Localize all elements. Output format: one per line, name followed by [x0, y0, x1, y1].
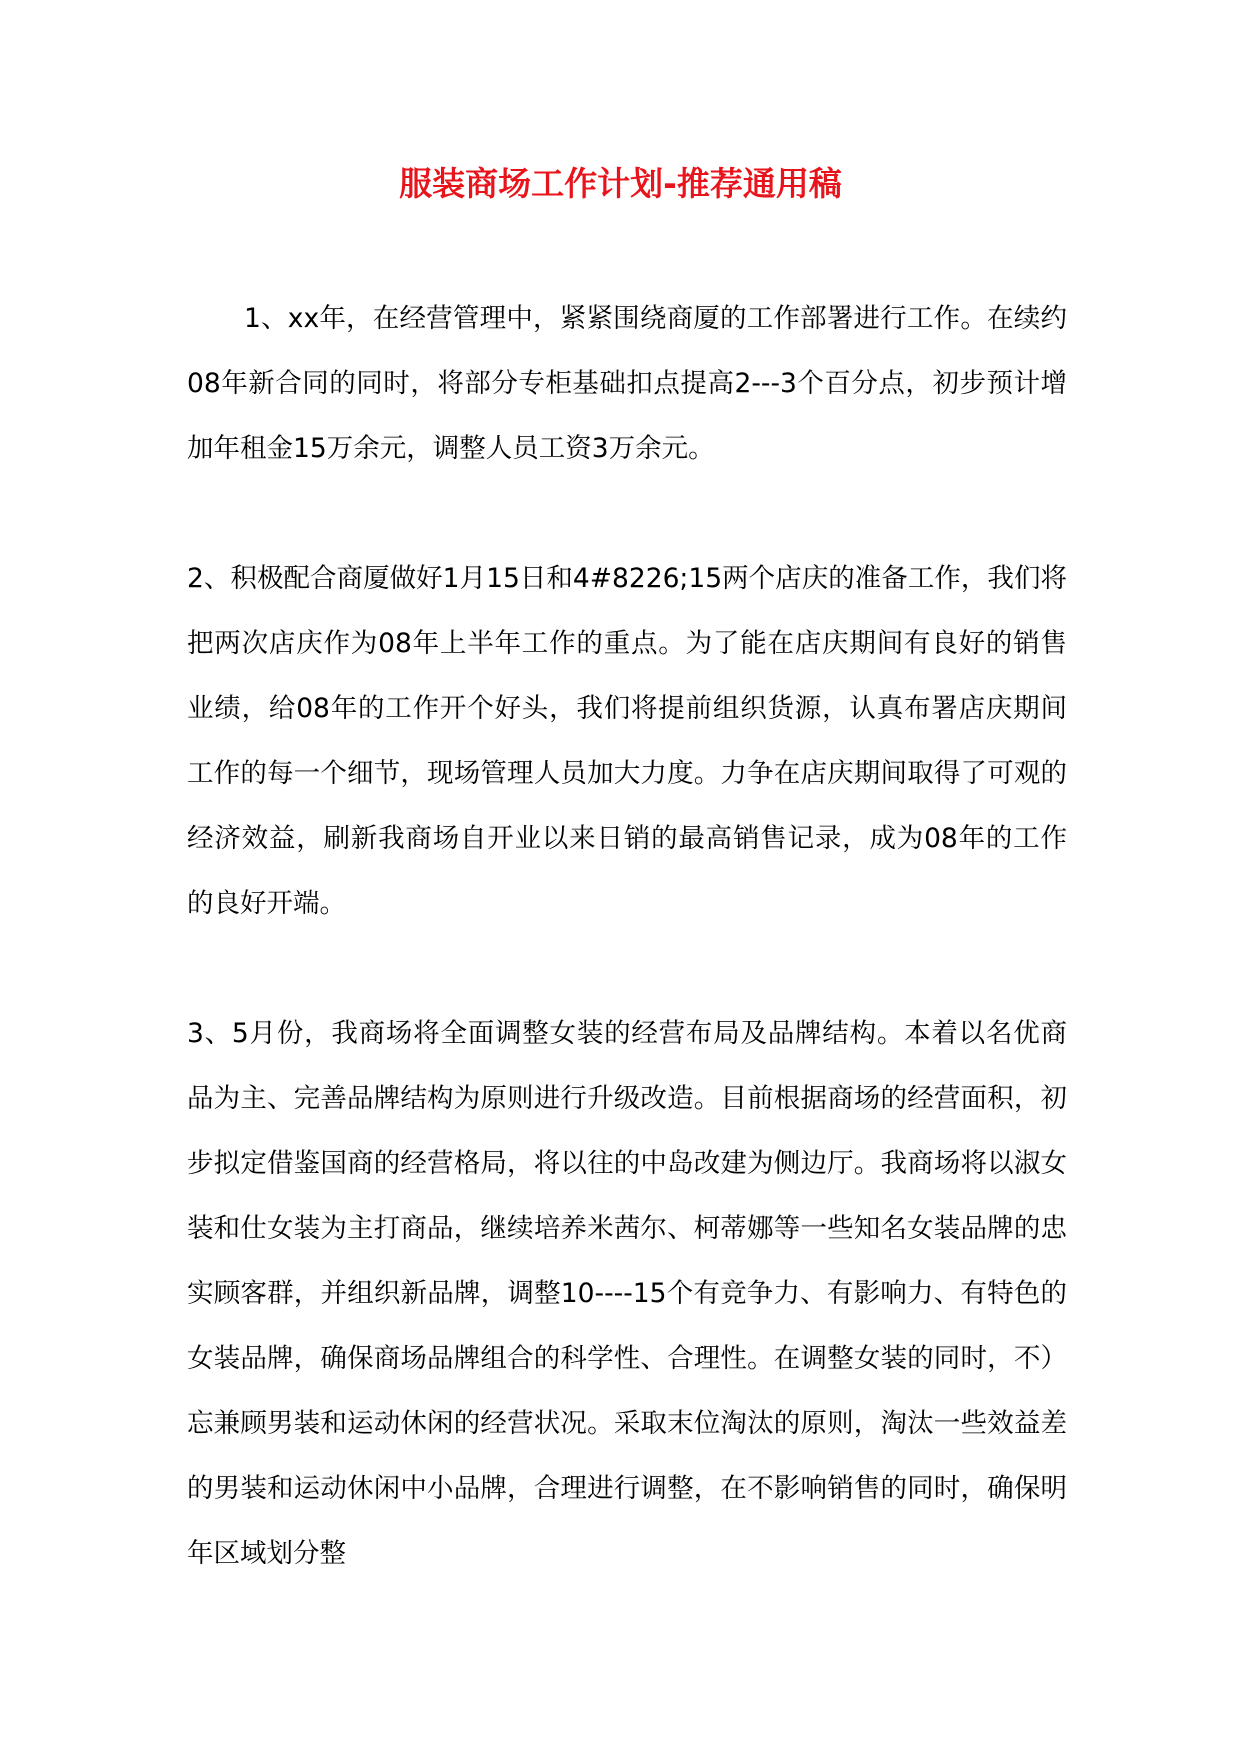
document-title: 服装商场工作计划-推荐通用稿 — [399, 164, 842, 203]
paragraph-1: 1、xx年，在经营管理中，紧紧围绕商厦的工作部署进行工作。在续约08年新合同的同时，将部分专柜基础扣点提高2---3个百分点，初步预计增加年租金15万余元，调整人员工资3万余元。 — [187, 303, 1067, 464]
paragraph-2: 2、积极配合商厦做好1月15日和4#8226;15两个店庆的准备工作，我们将把两次店庆作为08年上半年工作的重点。为了能在店庆期间有良好的销售业绩，给08年的工作开个好头，我们将提前组织货源，认真布署店庆期间工作的每一个细节，现场管理人员加大力度。力争在店庆期间取得了可观的经济效益，刷新我商场自开业以来日销的最高销售记录，成为08年的工作的良好开端。 — [187, 563, 1067, 919]
paragraph-3: 3、5月份，我商场将全面调整女装的经营布局及品牌结构。本着以名优商品为主、完善品牌结构为原则进行升级改造。目前根据商场的经营面积，初步拟定借鉴国商的经营格局，将以往的中岛改建为侧边厅。我商场将以淑女装和仕女装为主打商品，继续培养米茜尔、柯蒂娜等一些知名女装品牌的忠实顾客群，并组织新品牌，调整10----15个有竞争力、有影响力、有特色的女装品牌，确保商场品牌组合的科学性、合理性。在调整女装的同时，不）忘兼顾男装和运动休闲的经营状况。采取末位淘汰的原则，淘汰一些效益差的男装和运动休闲中小品牌，合理进行调整，在不影响销售的同时，确保明年区域划分整 — [187, 1018, 1067, 1569]
